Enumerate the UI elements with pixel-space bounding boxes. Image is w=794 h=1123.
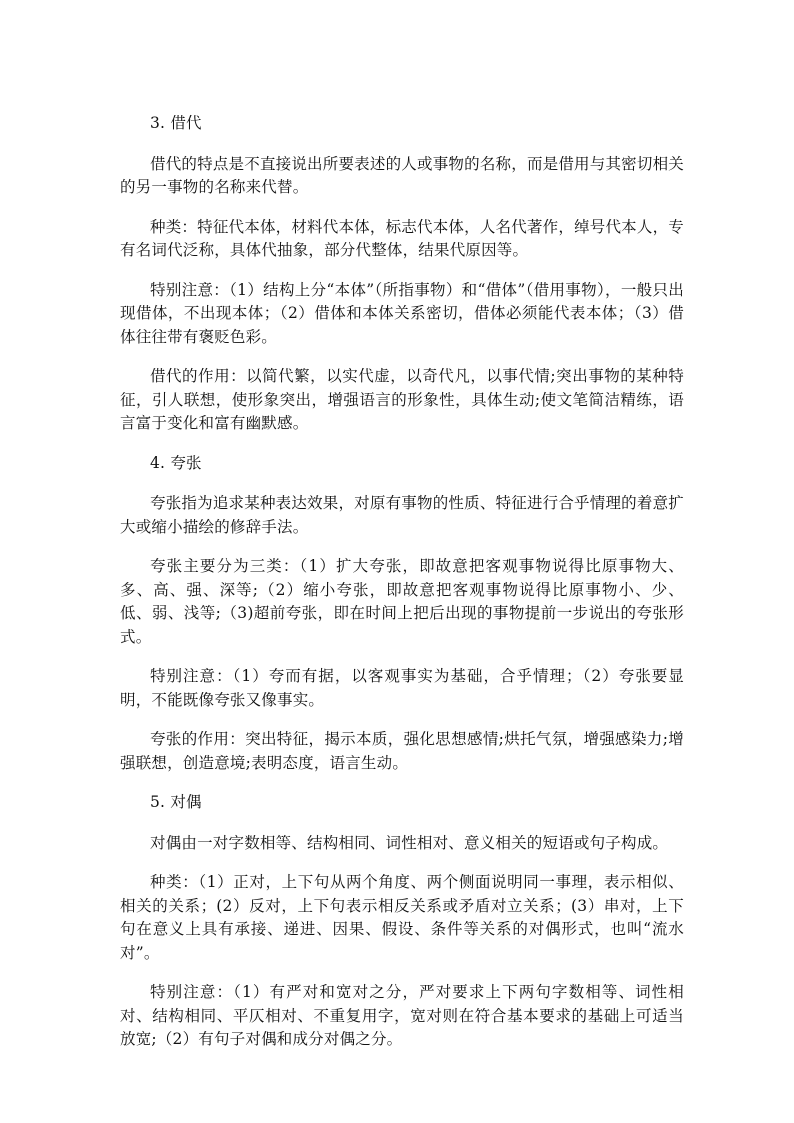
jiedai-definition: 借代的特点是不直接说出所要表述的人或事物的名称，而是借用与其密切相关的另一事物的名称来代替。 xyxy=(120,154,684,196)
section-heading-duiou: 5. 对偶 xyxy=(150,793,202,811)
jiedai-notes: 特别注意：（1）结构上分“本体”（所指事物）和“借体”（借用事物），一般只出现借体，不出现本体；（2）借体和本体关系密切，借体必须能代表本体；（3）借体往往带有褒贬色彩。 xyxy=(120,280,684,346)
section-heading-kuazhang: 4. 夸张 xyxy=(150,453,202,472)
kuazhang-function: 夸张的作用：突出特征，揭示本质，强化思想感情;烘托气氛，增强感染力;增强联想，创造意境;表明态度，语言生动。 xyxy=(120,730,684,772)
jiedai-types: 种类：特征代本体，材料代本体，标志代本体，人名代著作，绰号代本人，专有名词代泛称，具体代抽象，部分代整体，结果代原因等。 xyxy=(120,217,684,259)
duiou-notes: 特别注意：（1）有严对和宽对之分，严对要求上下两句字数相等、词性相对、结构相同、平仄相对、不重复用字，宽对则在符合基本要求的基础上可适当放宽;（2）有句子对偶和成分对偶之分。 xyxy=(120,983,684,1048)
kuazhang-definition: 夸张指为追求某种表达效果，对原有事物的性质、特征进行合乎情理的着意扩大或缩小描绘的修辞手法。 xyxy=(120,494,684,536)
duiou-definition: 对偶由一对字数相等、结构相同、词性相对、意义相关的短语或句子构成。 xyxy=(150,833,669,852)
kuazhang-notes: 特别注意：（1）夸而有据，以客观事实为基础，合乎情理；（2）夸张要显明，不能既像夸张又像事实。 xyxy=(120,667,684,709)
duiou-types: 种类：（1）正对，上下句从两个角度、两个侧面说明同一事理，表示相似、相关的关系；(2）反对，上下句表示相反关系或矛盾对立关系；(3）串对，上下句在意义上具有承接、递进、因果、假设、条件等关系的对偶形式，也叫“流水对”。 xyxy=(120,873,684,962)
kuazhang-types: 夸张主要分为三类：（1）扩大夸张，即故意把客观事物说得比原事物大、多、高、强、深等;（2）缩小夸张，即故意把客观事物说得比原事物小、少、低、弱、浅等;（3)超前夸张，即在时间上把后出现的事物提前一步说出的夸张形式。 xyxy=(120,557,684,646)
jiedai-function: 借代的作用：以简代繁，以实代虚，以奇代凡，以事代情;突出事物的某种特征，引人联想，使形象突出，增强语言的形象性，具体生动;使文笔简洁精练，语言富于变化和富有幽默感。 xyxy=(120,367,684,432)
section-heading-jiedai: 3. 借代 xyxy=(150,114,202,132)
